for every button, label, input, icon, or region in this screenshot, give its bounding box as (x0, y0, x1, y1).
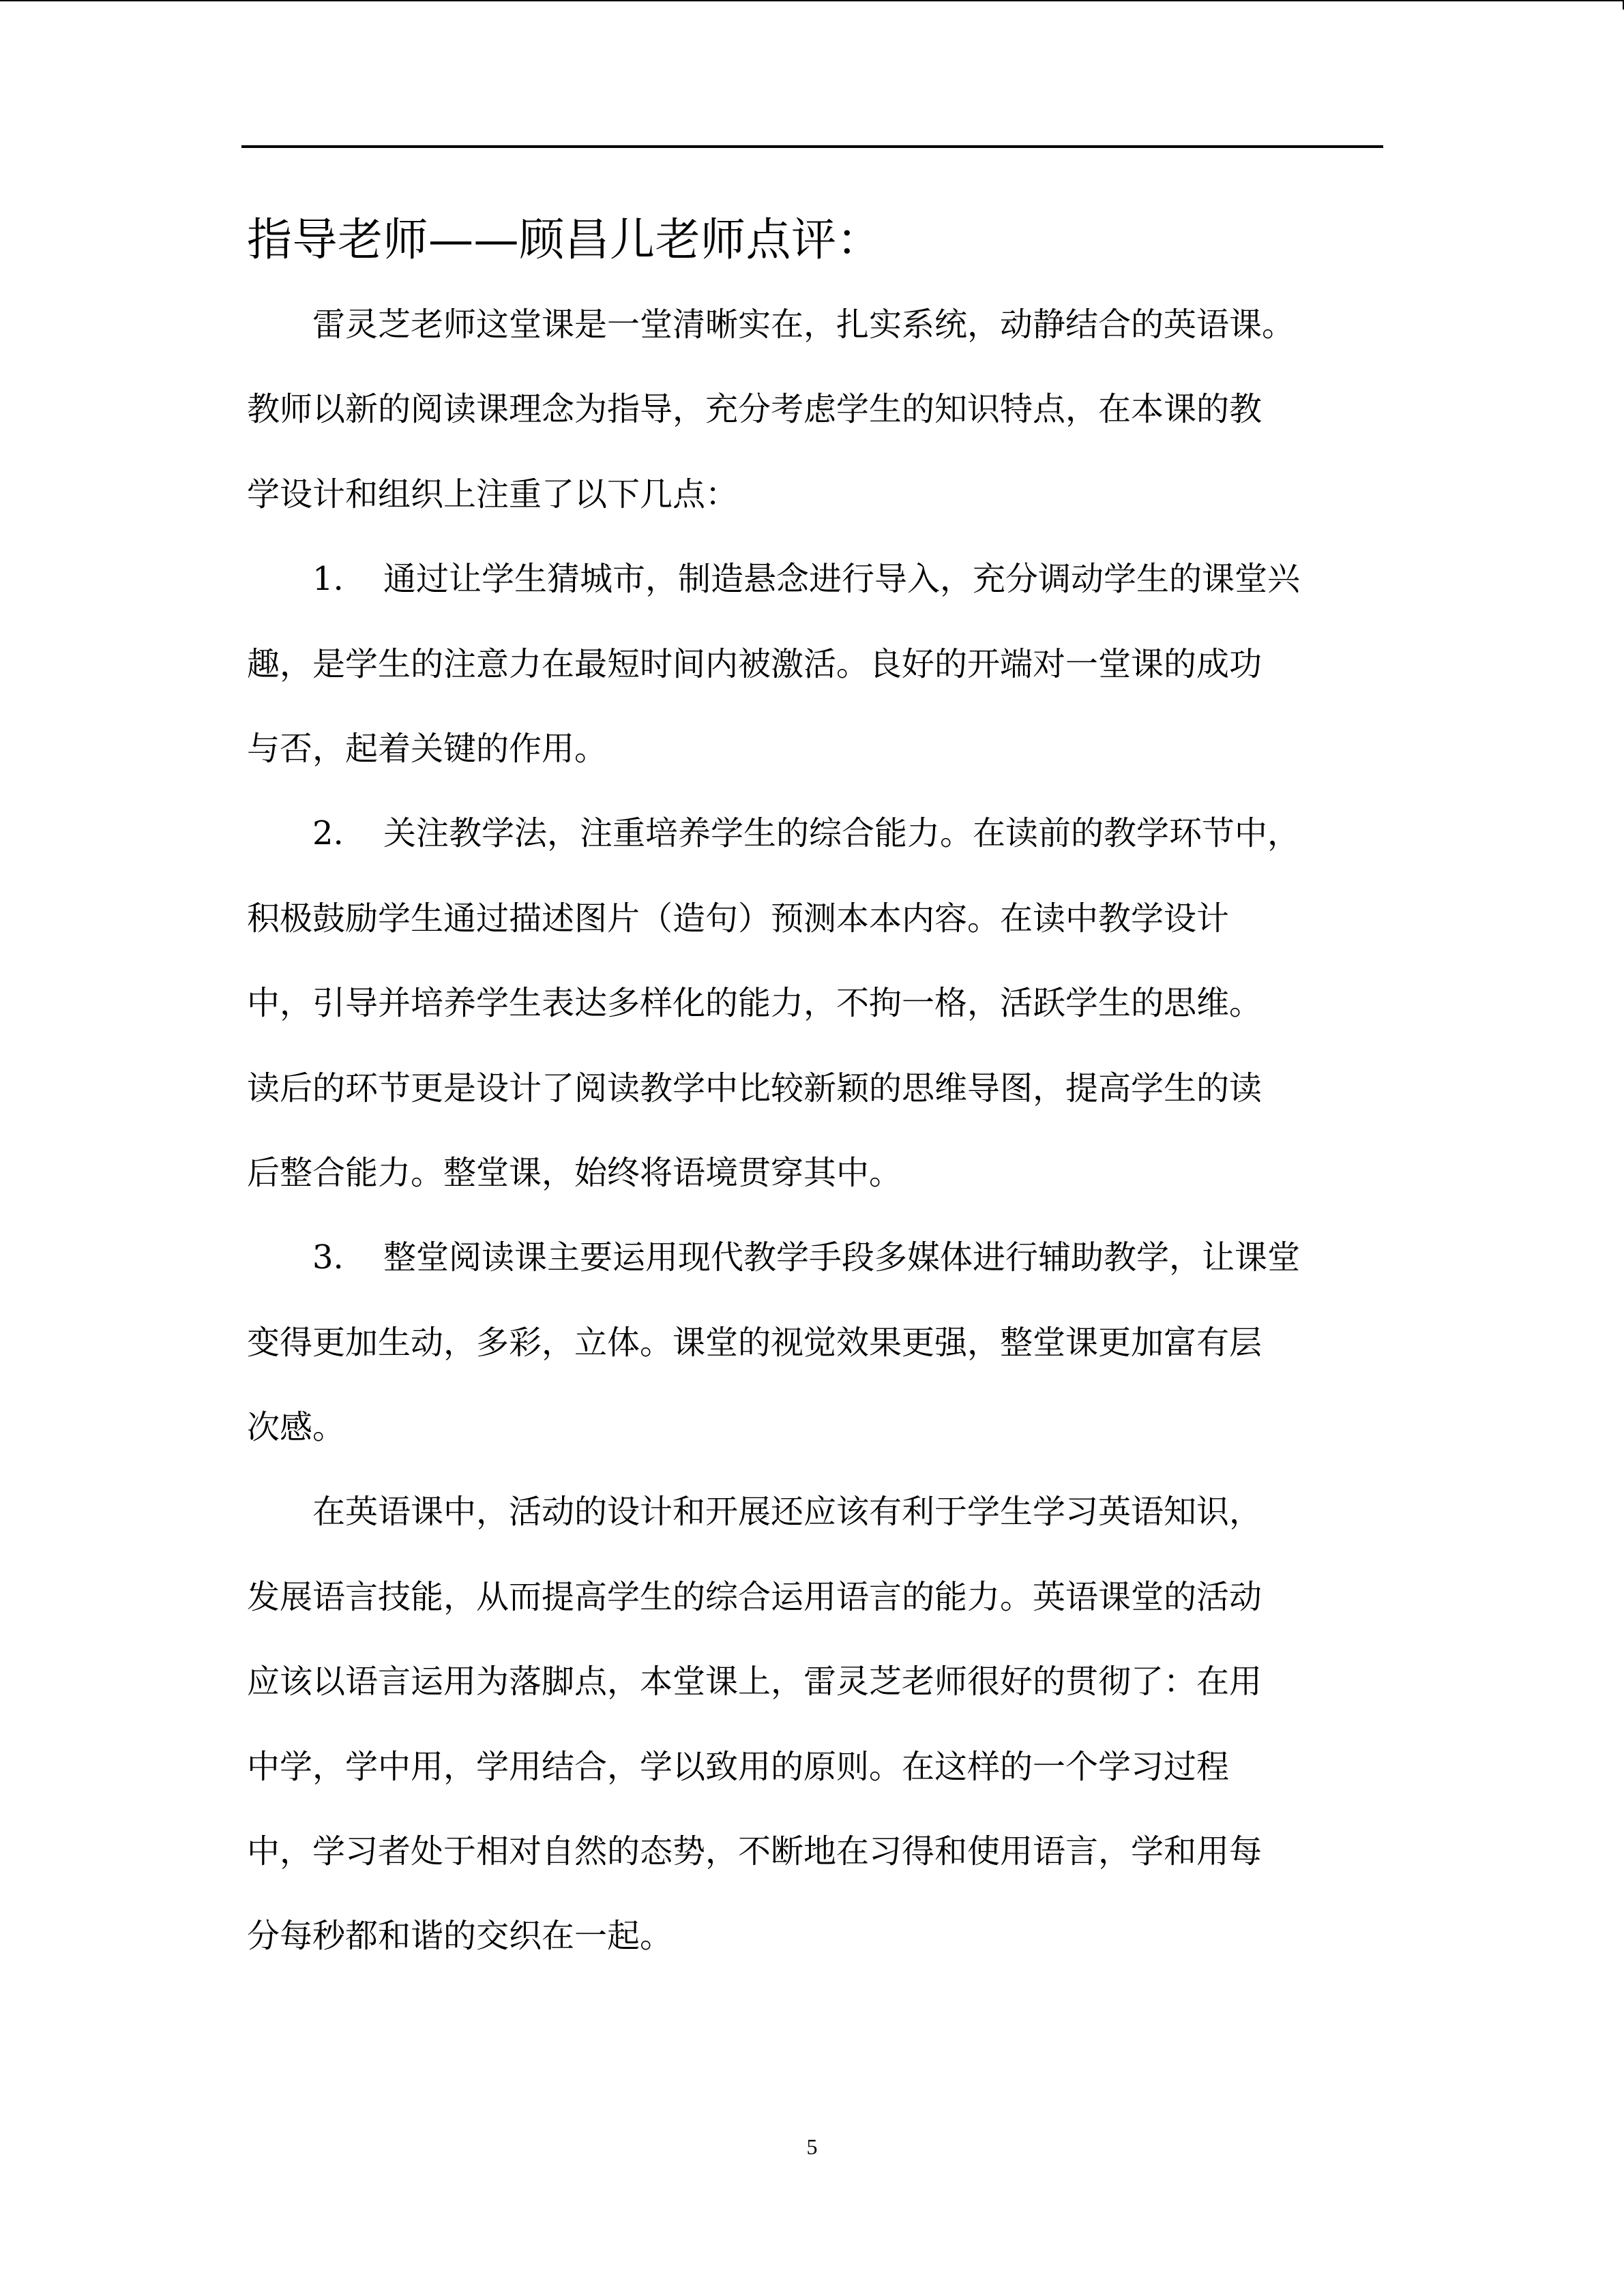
point-number: 2. (312, 814, 344, 853)
point-2 (247, 791, 1379, 1215)
document-body (247, 198, 1379, 1979)
paragraph-line: 雷灵芝老师这堂课是一堂清晰实在，扎实系统，动静结合的英语课。 (312, 305, 1295, 344)
paragraph-line: 中学，学中用，学用结合，学以致用的原则。在这样的一个学习过程 (247, 1747, 1230, 1786)
paragraph-line: 应该以语言运用为落脚点，本堂课上，雷灵芝老师很好的贯彻了：在用 (247, 1663, 1263, 1701)
point-first-line (247, 791, 1379, 876)
paragraph-line: 在英语课中，活动的设计和开展还应该有利于学生学习英语知识， (312, 1493, 1263, 1532)
header-rule (241, 145, 1383, 148)
point-number: 3. (312, 1238, 344, 1277)
paragraph-line: 积极鼓励学生通过描述图片（造句）预测本本内容。在读中教学设计 (247, 899, 1230, 938)
conclusion-paragraph (247, 1470, 1379, 1978)
paragraph-line: 整堂阅读课主要运用现代教学手段多媒体进行辅助教学，让课堂 (383, 1238, 1301, 1277)
paragraph-line: 分每秒都和谐的交织在一起。 (247, 1917, 673, 1956)
point-number: 1. (312, 560, 344, 599)
paragraph-line: 与否，起着关键的作用。 (247, 729, 608, 768)
paragraph-line: 变得更加生动，多彩，立体。课堂的视觉效果更强，整堂课更加富有层 (247, 1323, 1263, 1362)
paragraph-line: 后整合能力。整堂课，始终将语境贯穿其中。 (247, 1153, 902, 1192)
page-number: 5 (806, 2134, 818, 2159)
paragraph-line: 关注教学法，注重培养学生的综合能力。在读前的教学环节中， (383, 814, 1301, 853)
paragraph-line: 通过让学生猜城市，制造悬念进行导入，充分调动学生的课堂兴 (383, 560, 1301, 599)
page-title: 指导老师——顾昌儿老师点评： (247, 213, 882, 266)
point-first-line (247, 537, 1379, 621)
paragraph-line: 中，引导并培养学生表达多样化的能力，不拘一格，活跃学生的思维。 (247, 984, 1263, 1023)
paragraph-line: 中，学习者处于相对自然的态势，不断地在习得和使用语言，学和用每 (247, 1832, 1263, 1871)
paragraph-line: 次感。 (247, 1408, 346, 1447)
point-first-line (247, 1215, 1379, 1300)
paragraph-line: 发展语言技能，从而提高学生的综合运用语言的能力。英语课堂的活动 (247, 1577, 1263, 1616)
paragraph-line: 读后的环节更是设计了阅读教学中比较新颖的思维导图，提高学生的读 (247, 1069, 1263, 1107)
page-top-border (0, 0, 1624, 1)
point-1 (247, 537, 1379, 791)
point-3 (247, 1215, 1379, 1470)
paragraph-line: 教师以新的阅读课理念为指导，充分考虑学生的知识特点，在本课的教 (247, 390, 1263, 429)
paragraph-line: 学设计和组织上注重了以下几点： (247, 475, 739, 513)
paragraph-line: 趣，是学生的注意力在最短时间内被激活。良好的开端对一堂课的成功 (247, 644, 1263, 683)
intro-paragraph (247, 282, 1379, 537)
